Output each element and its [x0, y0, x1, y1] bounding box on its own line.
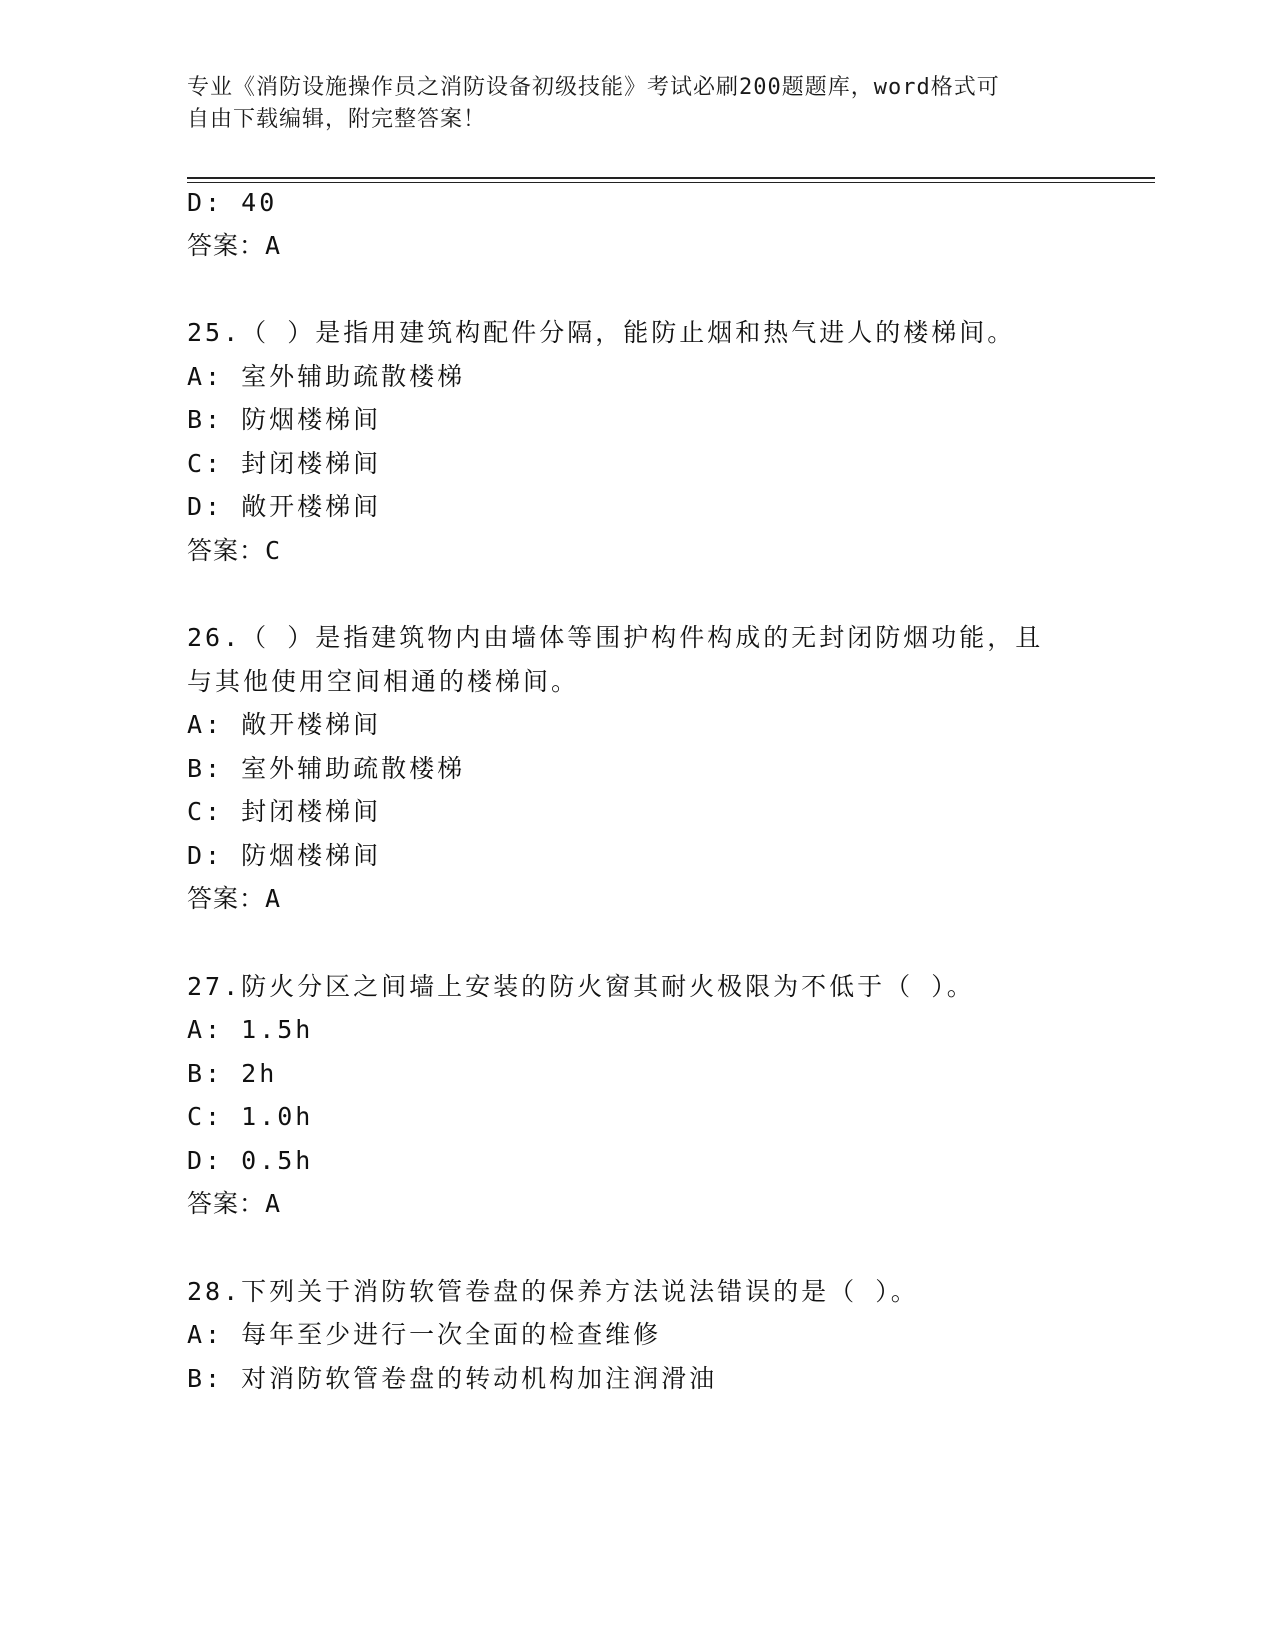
q27-stem: 27.防火分区之间墙上安装的防火窗其耐火极限为不低于（ ）。: [187, 972, 975, 1001]
header-divider-thin: [187, 182, 1155, 183]
q25-answer: 答案：C: [187, 536, 282, 565]
q26-answer: 答案：A: [187, 884, 282, 913]
q25-option-a: A: 室外辅助疏散楼梯: [187, 362, 466, 391]
q25-option-d: D: 敞开楼梯间: [187, 492, 382, 521]
q26-stem-line-1: 26.（ ）是指建筑物内由墙体等围护构件构成的无封闭防烟功能，且: [187, 623, 1044, 652]
header-divider-thick: [187, 177, 1155, 179]
header-line-1: 专业《消防设施操作员之消防设备初级技能》考试必刷200题题库，word格式可: [187, 75, 1000, 100]
q27-option-c: C: 1.0h: [187, 1102, 314, 1131]
prev-option-d: D: 40: [187, 188, 278, 217]
q25-stem: 25.（ ）是指用建筑构配件分隔，能防止烟和热气进人的楼梯间。: [187, 318, 1016, 347]
prev-answer: 答案：A: [187, 231, 282, 260]
q27-option-a: A: 1.5h: [187, 1015, 314, 1044]
q25-option-c: C: 封闭楼梯间: [187, 449, 382, 478]
q27-option-b: B: 2h: [187, 1059, 278, 1088]
header-line-2: 自由下载编辑，附完整答案！: [187, 107, 487, 132]
q26-option-a: A: 敞开楼梯间: [187, 710, 382, 739]
document-header: [187, 72, 1067, 136]
q26-option-b: B: 室外辅助疏散楼梯: [187, 754, 466, 783]
q28-stem: 28.下列关于消防软管卷盘的保养方法说法错误的是（ ）。: [187, 1277, 919, 1306]
q26-stem-line-2: 与其他使用空间相通的楼梯间。: [187, 667, 580, 696]
q26-option-d: D: 防烟楼梯间: [187, 841, 382, 870]
q27-option-d: D: 0.5h: [187, 1146, 314, 1175]
q26-option-c: C: 封闭楼梯间: [187, 797, 382, 826]
q27-answer: 答案：A: [187, 1189, 282, 1218]
q28-option-b: B: 对消防软管卷盘的转动机构加注润滑油: [187, 1364, 718, 1393]
q28-option-a: A: 每年至少进行一次全面的检查维修: [187, 1320, 662, 1349]
q25-option-b: B: 防烟楼梯间: [187, 405, 382, 434]
